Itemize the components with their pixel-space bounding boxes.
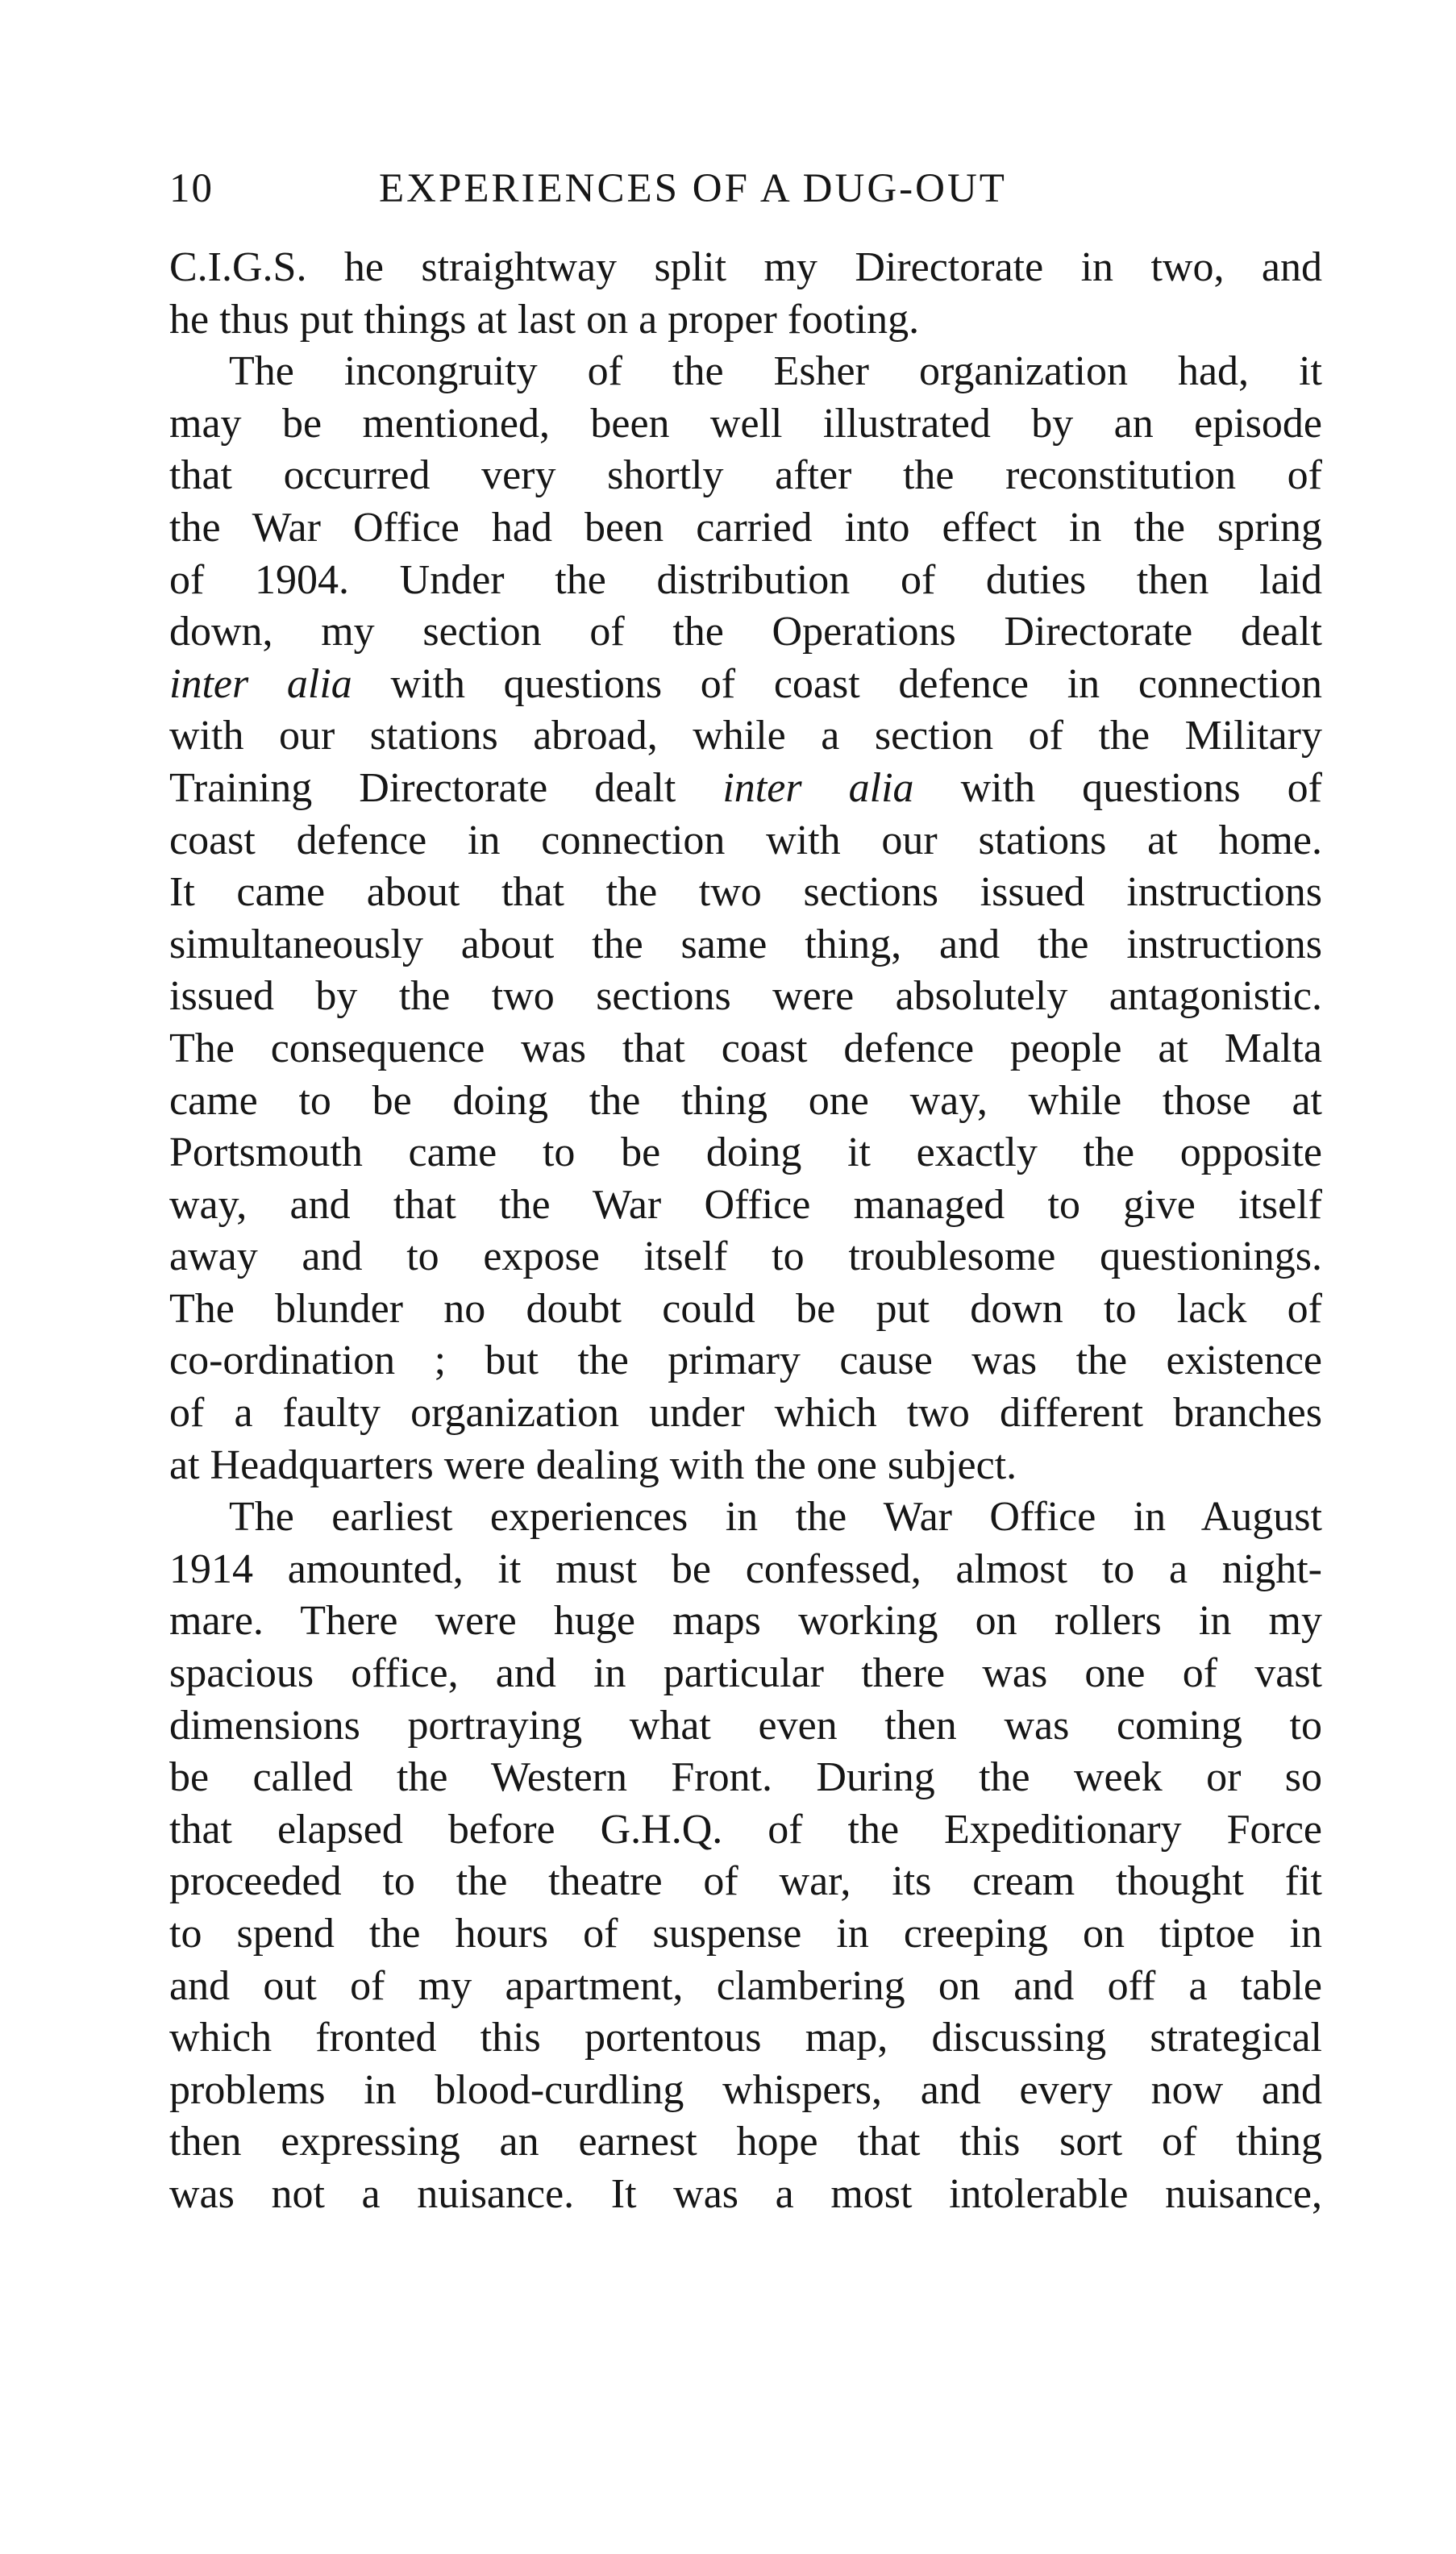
text-line: with our stations abroad, while a section of the Military <box>169 713 1322 759</box>
text-line <box>169 659 1322 711</box>
text-line: The incongruity of the Esher organization had, it <box>229 348 1322 395</box>
page-header <box>169 165 1322 214</box>
text-line: way, and that the War Office managed to give itself <box>169 1181 1322 1228</box>
text-line: proceeded to the theatre of war, its cream thought fit <box>169 1858 1322 1905</box>
text-line: away and to expose itself to troublesome questionings. <box>169 1233 1322 1280</box>
text-line: issued by the two sections were absolutely antagonistic. <box>169 973 1322 1020</box>
text-line: and out of my apartment, clambering on and off a table <box>169 1962 1322 2009</box>
text-line: The earliest experiences in the War Office in August <box>229 1494 1322 1541</box>
text-line: then expressing an earnest hope that this sort of thing <box>169 2119 1322 2165</box>
text-line: spacious office, and in particular there was one of vast <box>169 1650 1322 1697</box>
text-line: The blunder no doubt could be put down to lack of <box>169 1285 1322 1332</box>
text-line: C.I.G.S. he straightway split my Directorate in two, and <box>169 244 1322 290</box>
text-line: 1914 amounted, it must be confessed, almost to a night- <box>169 1545 1322 1592</box>
page-number: 10 <box>169 166 214 211</box>
text-line: co-ordination ; but the primary cause was the existence <box>169 1337 1322 1384</box>
text-line: that occurred very shortly after the reconstitution of <box>169 452 1322 499</box>
running-head: EXPERIENCES OF A DUG-OUT <box>379 166 1007 211</box>
text-line <box>169 763 1322 815</box>
text-fragment: with questions of coast defence in connection <box>352 660 1322 707</box>
italic-phrase: inter alia <box>722 764 914 811</box>
text-line: of 1904. Under the distribution of duties then laid <box>169 556 1322 603</box>
text-line: The consequence was that coast defence people at Malta <box>169 1025 1322 1071</box>
text-line: he thus put things at last on a proper footing. <box>169 296 920 343</box>
text-fragment: with questions of <box>913 764 1322 811</box>
text-line: mare. There were huge maps working on rollers in my <box>169 1598 1322 1645</box>
text-line: be called the Western Front. During the week or so <box>169 1754 1322 1801</box>
text-line: that elapsed before G.H.Q. of the Expeditionary Force <box>169 1806 1322 1853</box>
text-line: of a faulty organization under which two different branches <box>169 1390 1322 1437</box>
body-text <box>169 242 1322 2221</box>
text-line: may be mentioned, been well illustrated by an episode <box>169 400 1322 447</box>
text-line: at Headquarters were dealing with the one subject. <box>169 1441 1017 1488</box>
text-line: came to be doing the thing one way, while those at <box>169 1077 1322 1124</box>
text-line: simultaneously about the same thing, and the instructions <box>169 921 1322 967</box>
text-line: coast defence in connection with our stations at home. <box>169 817 1322 863</box>
text-line: the War Office had been carried into effect in the spring <box>169 504 1322 551</box>
text-fragment: Training Directorate dealt <box>169 764 723 811</box>
italic-phrase: inter alia <box>169 660 352 707</box>
text-line: was not a nuisance. It was a most intolerable nuisance, <box>169 2170 1322 2217</box>
text-line: Portsmouth came to be doing it exactly the opposite <box>169 1129 1322 1176</box>
text-line: down, my section of the Operations Directorate dealt <box>169 609 1322 655</box>
text-line: It came about that the two sections issued instructions <box>169 869 1322 916</box>
text-line: to spend the hours of suspense in creeping on tiptoe in <box>169 1911 1322 1957</box>
text-line: dimensions portraying what even then was coming to <box>169 1702 1322 1749</box>
text-line: which fronted this portentous map, discussing strategical <box>169 2015 1322 2061</box>
text-line: problems in blood-curdling whispers, and every now and <box>169 2066 1322 2113</box>
